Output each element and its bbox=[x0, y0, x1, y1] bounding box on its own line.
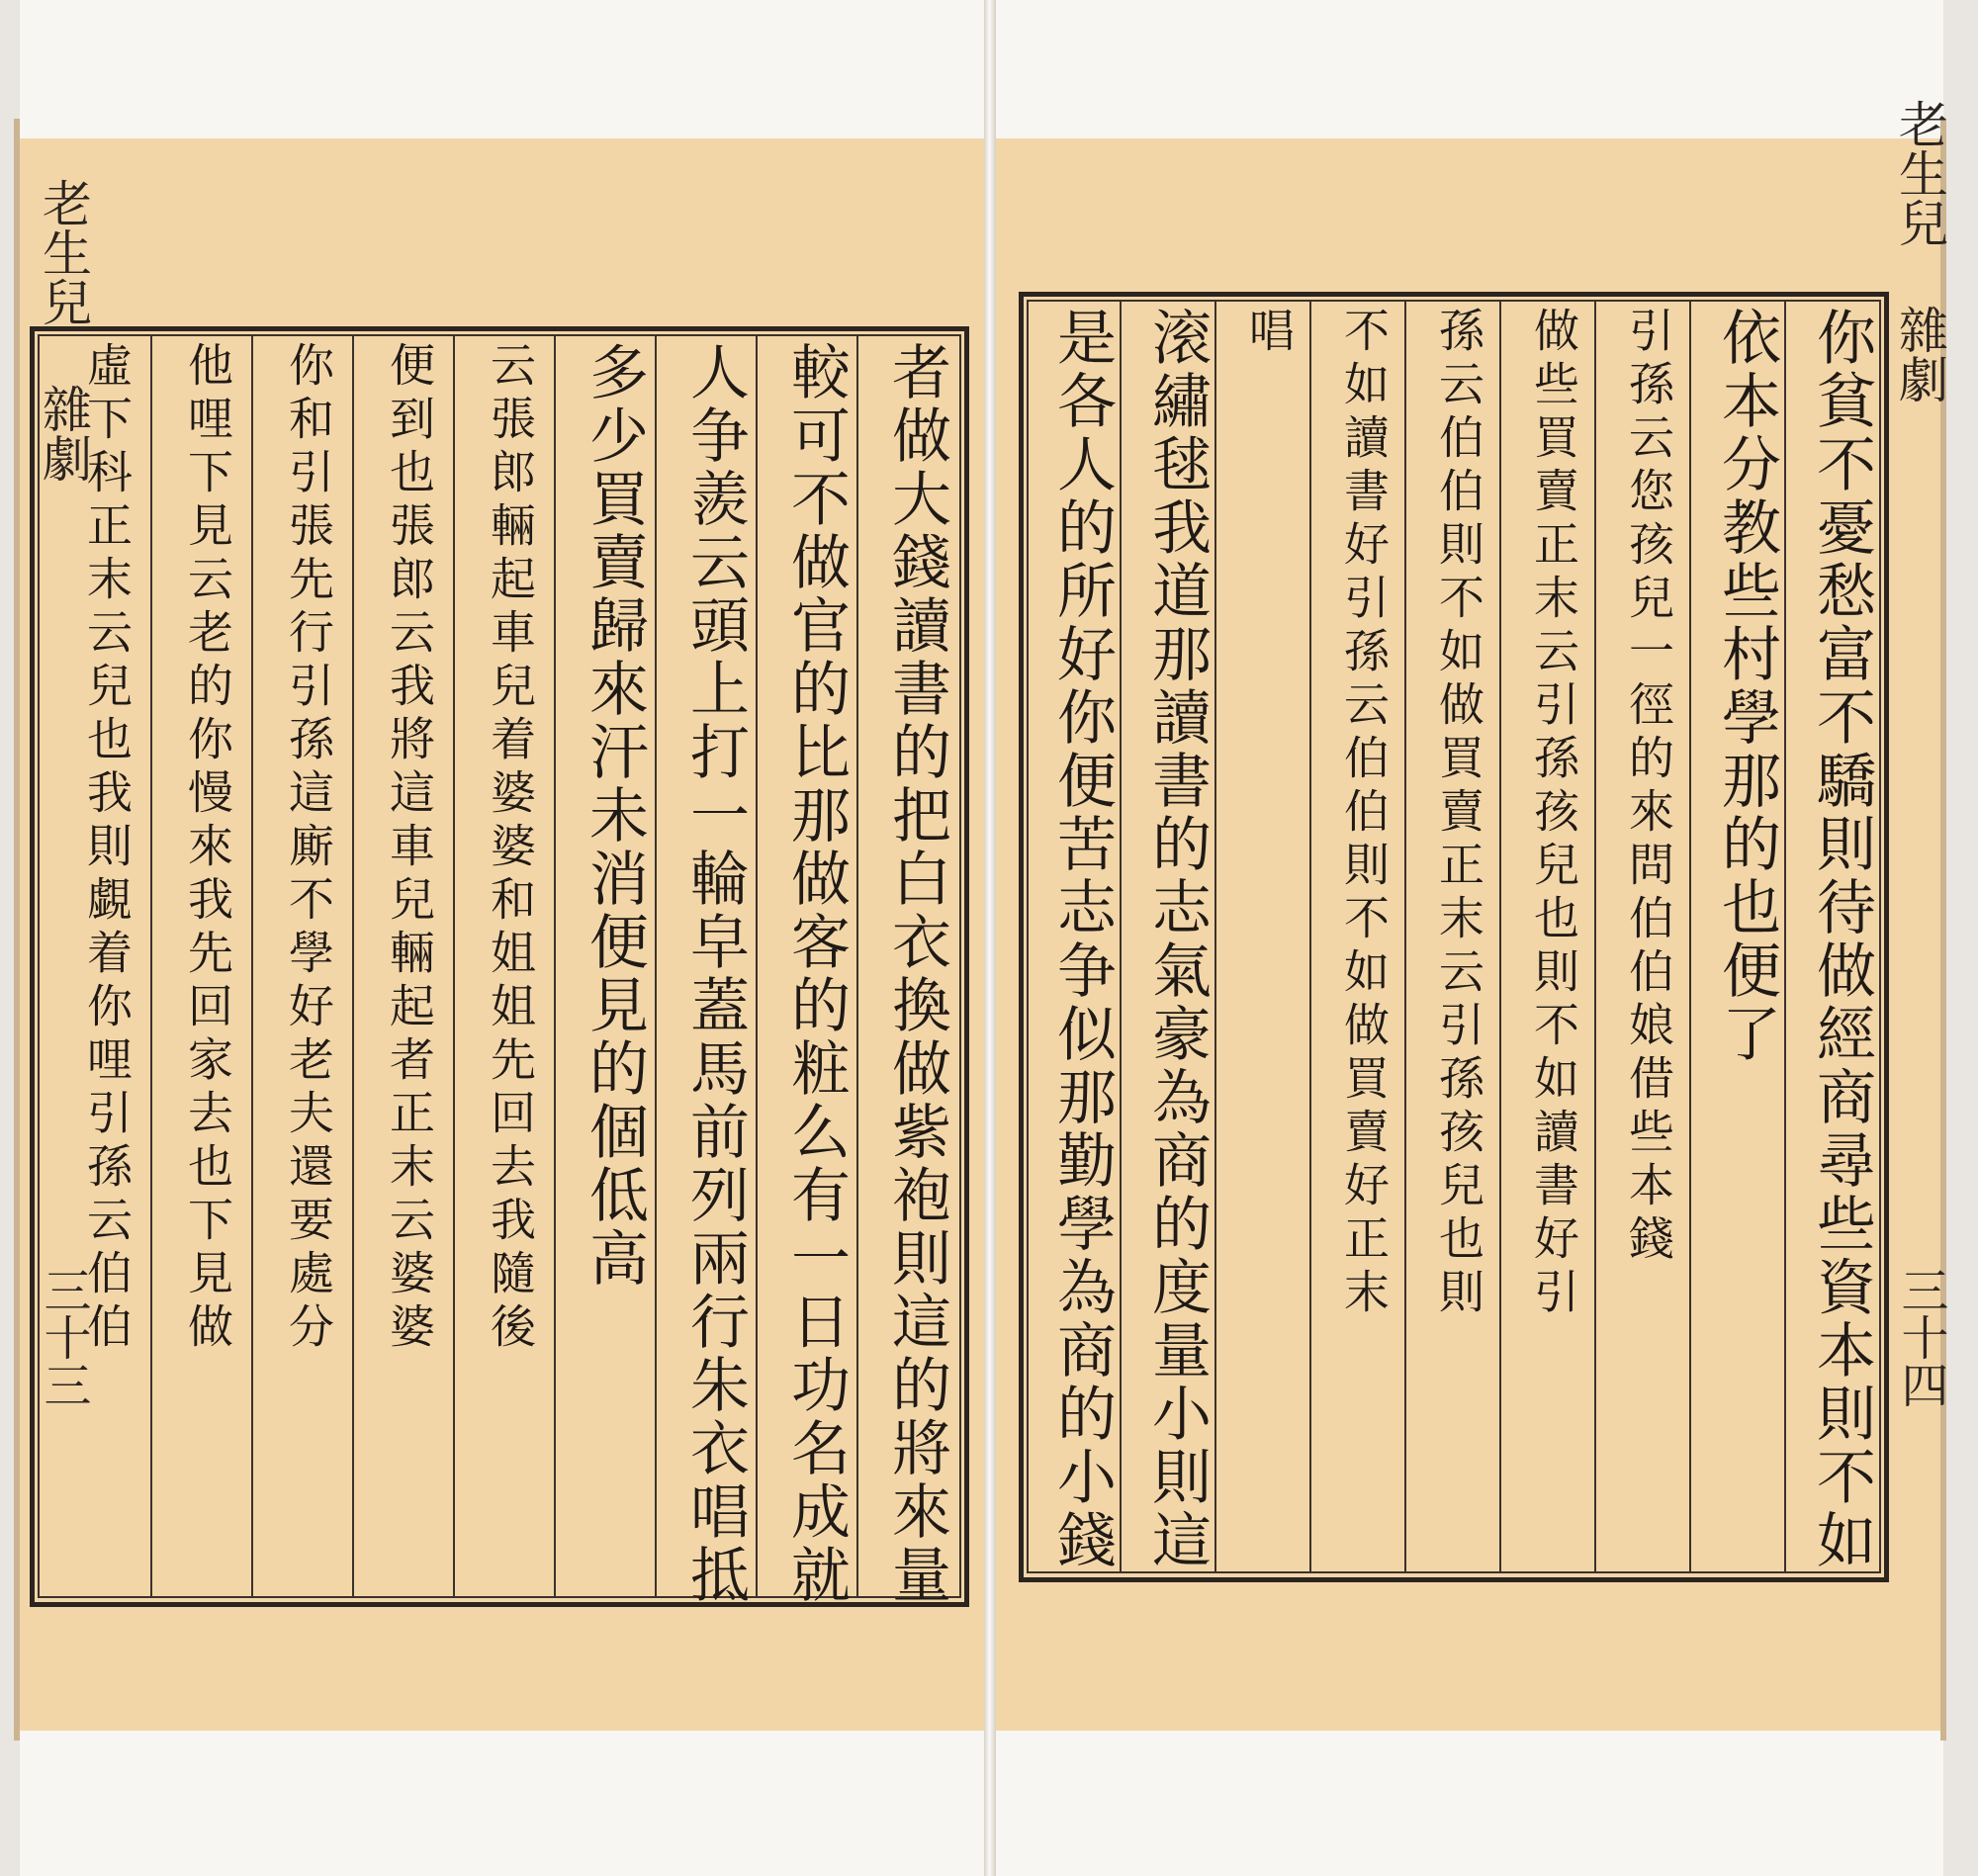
left-page-column-3: 人争羨云頭上打一輪皁蓋馬前列兩行朱衣唱抵 bbox=[680, 341, 750, 1607]
column-rule bbox=[453, 336, 455, 1597]
right-page-column-8: 滚繡毬我道那讀書的志氣豪為商的度量小則這 bbox=[1142, 307, 1212, 1572]
left-page-column-4: 多少買賣歸來汗未消便見的個低高 bbox=[580, 341, 649, 1291]
right-page-column-1: 你貧不憂愁富不驕則待做經商尋些資本則不如 bbox=[1807, 307, 1876, 1572]
right-page-column-9: 是各人的所好你便苦志争似那勤學為商的小錢 bbox=[1047, 307, 1117, 1572]
left-page-column-6: 便到也張郎云我將這車兒輛起者正末云婆婆 bbox=[383, 341, 436, 1356]
left-page-column-1: 者做大錢讀書的把白衣換做紫袍則這的將來量 bbox=[882, 341, 951, 1607]
right-page-column-6: 不如讀書好引孫云伯伯則不如做買賣好正末 bbox=[1337, 307, 1391, 1321]
left-margin-label: 老生兒 雜劇 bbox=[35, 178, 92, 483]
left-page-column-5: 云張郎輛起車兒着婆婆和姐姐先回去我隨後 bbox=[484, 341, 537, 1356]
bottom-blank-margin bbox=[20, 1731, 1943, 1876]
right-page-column-2: 依本分教些村學那的也便了 bbox=[1712, 307, 1781, 1066]
column-rule bbox=[1689, 302, 1691, 1572]
left-page-column-9: 虛下科正末云兒也我則覷着你哩引孫云伯伯 bbox=[80, 341, 134, 1356]
top-blank-margin bbox=[20, 0, 1943, 138]
left-page-column-8: 他哩下見云老的你慢來我先回家去也下見做 bbox=[181, 341, 234, 1356]
column-rule bbox=[1499, 302, 1501, 1572]
left-page-number: 三十三 bbox=[36, 1266, 91, 1408]
column-rule bbox=[251, 336, 253, 1597]
left-page-column-2: 較可不做官的比那做客的粧么有一日功名成就 bbox=[781, 341, 851, 1607]
right-page-column-5: 孫云伯伯則不如做買賣正末云引孫孩兒也則 bbox=[1432, 307, 1485, 1321]
column-rule bbox=[150, 336, 152, 1597]
right-margin-label: 老生兒 雜劇 bbox=[1891, 99, 1948, 403]
right-page-column-3: 引孫云您孩兒一徑的來問伯伯娘借些本錢 bbox=[1622, 307, 1675, 1268]
left-page-column-7: 你和引張先行引孫這廝不學好老夫還要處分 bbox=[282, 341, 335, 1356]
right-page-column-4: 做些買賣正末云引孫孩兒也則不如讀書好引 bbox=[1527, 307, 1580, 1321]
column-rule bbox=[352, 336, 354, 1597]
left-page-edge bbox=[14, 119, 20, 1741]
column-rule bbox=[554, 336, 556, 1597]
column-rule bbox=[1594, 302, 1596, 1572]
column-rule bbox=[1404, 302, 1406, 1572]
right-page-column-7: 唱 bbox=[1242, 307, 1296, 360]
column-rule bbox=[1309, 302, 1311, 1572]
right-page-number: 三十四 bbox=[1893, 1266, 1948, 1408]
book-gutter bbox=[984, 0, 996, 1876]
